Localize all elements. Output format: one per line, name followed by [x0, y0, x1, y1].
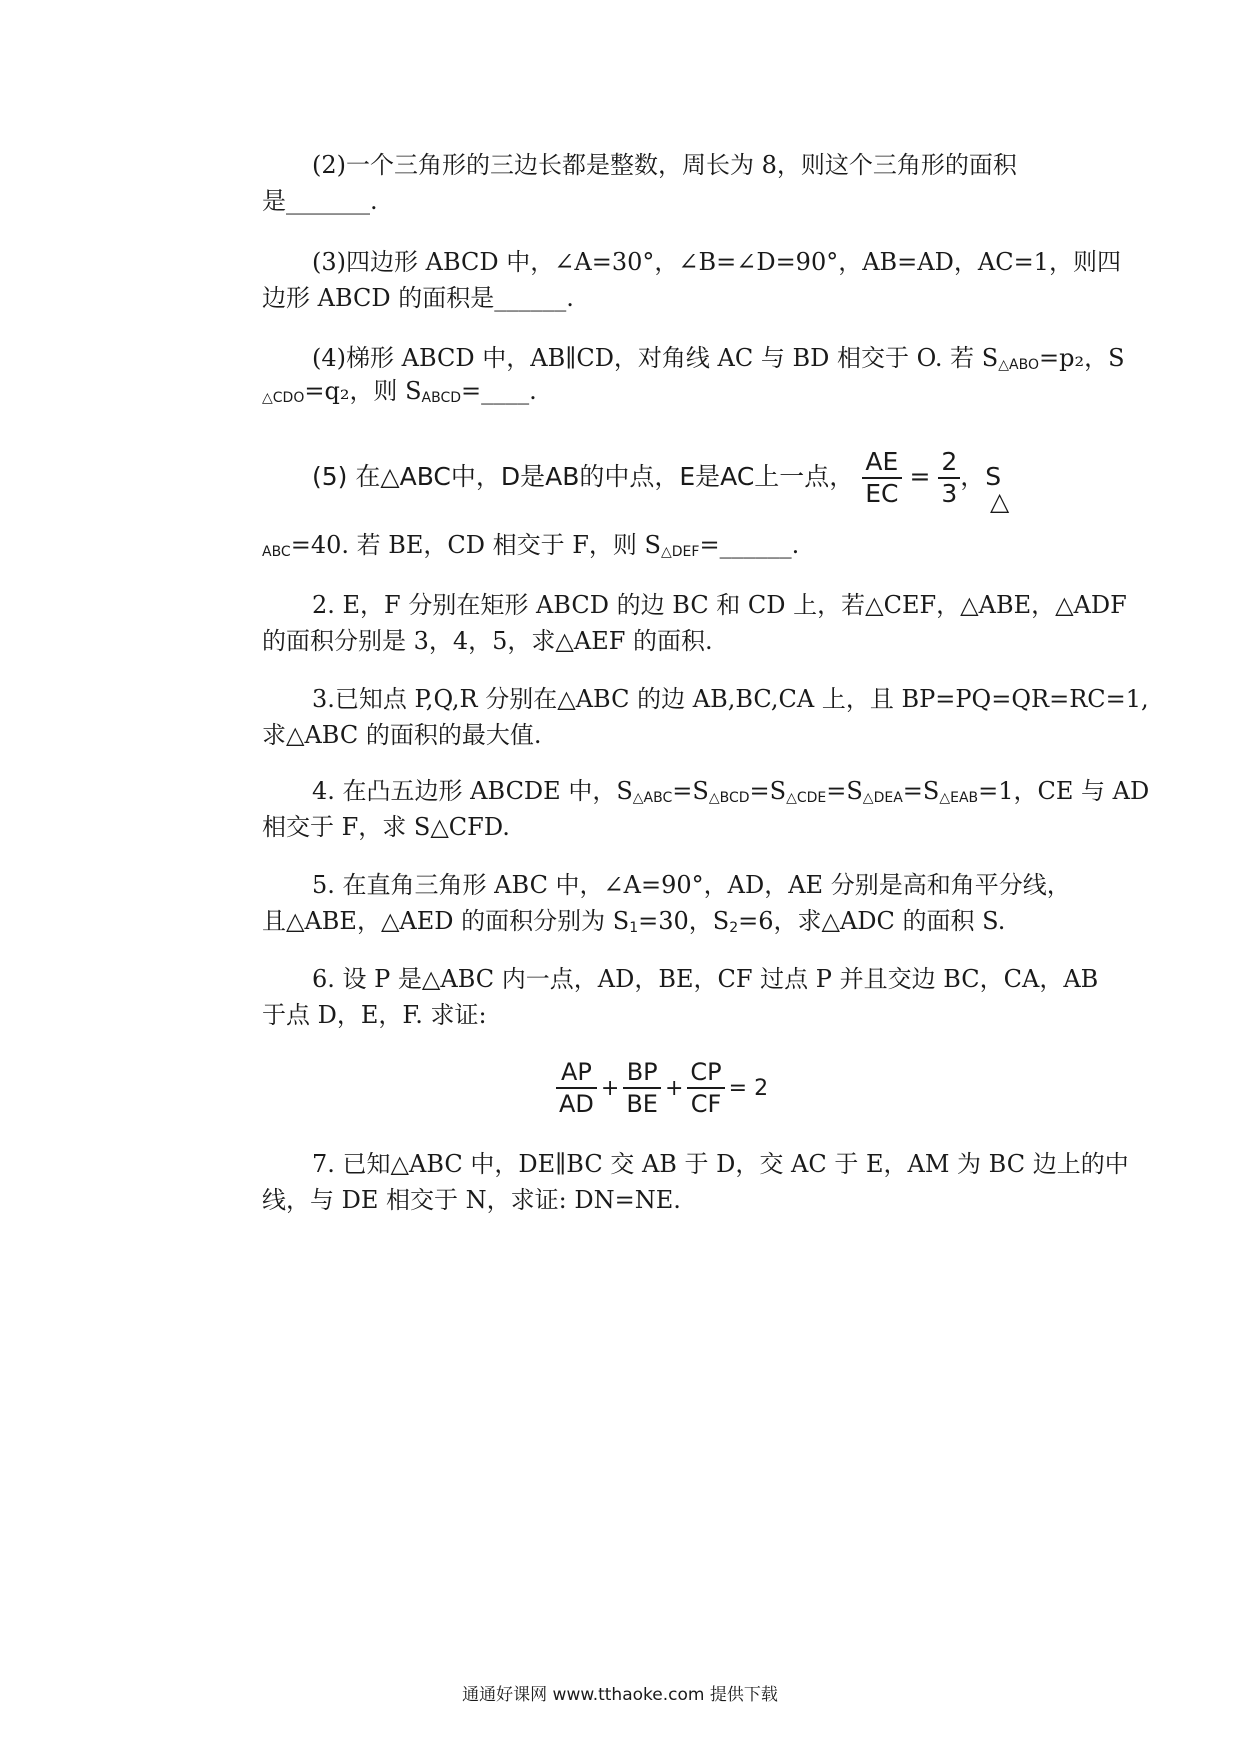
fraction-denominator: CF [690, 1090, 722, 1118]
problem-5-text-d: =______. [699, 531, 800, 559]
problem-5-line-1 [312, 447, 1001, 509]
question-7-line-1: 7. 已知△ABC 中，DE∥BC 交 AB 于 D，交 AC 于 E，AM 为 BC 边上的中 [312, 1150, 1129, 1178]
problem-3-line-2: 边形 ABCD 的面积是______. [262, 284, 574, 312]
problem-4-line-2 [262, 376, 537, 413]
question-4-text-b: =1，CE 与 AD [978, 777, 1150, 805]
problem-4-line-1 [312, 343, 1125, 380]
fraction-two-thirds [938, 447, 960, 509]
question-5-line-2 [262, 906, 1005, 943]
subscript: ABC [262, 544, 291, 560]
equals-s: =S [749, 777, 787, 805]
question-2-line-1: 2. E，F 分别在矩形 ABCD 的边 BC 和 CD 上，若△CEF，△ABE，△ADF [312, 591, 1127, 619]
equals-two: = 2 [728, 1075, 769, 1101]
fraction-numerator: AP [556, 1057, 597, 1089]
fraction-ae-ec [862, 447, 901, 509]
question-5-text-a: 且△ABE，△AED 的面积分别为 S [262, 907, 630, 935]
fraction-denominator: AD [559, 1090, 594, 1118]
subscript: △BCD [708, 790, 750, 806]
question-3-line-1: 3.已知点 P,Q,R 分别在△ABC 的边 AB,BC,CA 上，且 BP=PQ=QR=RC=1, [312, 685, 1149, 713]
subscript: △DEF [661, 544, 700, 560]
subscript: △CDO [262, 390, 305, 406]
question-3-line-2: 求△ABC 的面积的最大值. [262, 721, 542, 749]
subscript: △ABO [998, 357, 1039, 373]
problem-4-text-c: =q₂，则 S [304, 377, 422, 405]
question-6-line-1: 6. 设 P 是△ABC 内一点，AD，BE，CF 过点 P 并且交边 BC，CA，AB [312, 965, 1099, 993]
fraction-ap-ad [556, 1057, 597, 1119]
equals-s: =S [826, 777, 863, 805]
problem-4-text-a: (4)梯形 ABCD 中，AB∥CD，对角线 AC 与 BD 相交于 O. 若 S [312, 344, 999, 372]
fraction-numerator: CP [687, 1057, 724, 1089]
subscript: △ABC [632, 790, 673, 806]
plus-sign: + [600, 1075, 620, 1101]
problem-5-line-2 [262, 530, 799, 567]
equals-sign: = [909, 462, 931, 491]
fraction-bp-be [623, 1057, 661, 1119]
problem-5-text-b: ，S [960, 462, 1002, 491]
subscript: 2 [729, 920, 739, 936]
question-4-text-a: 4. 在凸五边形 ABCDE 中，S [312, 777, 633, 805]
fraction-numerator: 2 [938, 447, 960, 479]
question-4-line-1 [312, 776, 1149, 813]
question-5-line-1: 5. 在直角三角形 ABC 中，∠A=90°，AD，AE 分别是高和角平分线， [312, 871, 1071, 899]
question-5-text-b: =30，S [638, 907, 730, 935]
problem-4-text-d: =____. [461, 377, 537, 405]
subscript: △EAB [939, 790, 979, 806]
equation-ratio-sum [556, 1057, 772, 1119]
subscript: △DEA [862, 790, 903, 806]
problem-5-text-a: (5) 在△ABC中，D是AB的中点，E是AC上一点， [312, 462, 855, 491]
question-5-text-c: =6，求△ADC 的面积 S. [738, 907, 1006, 935]
fraction-denominator: EC [865, 479, 899, 508]
triangle-symbol: △ [990, 487, 1010, 516]
question-4-line-2: 相交于 F，求 S△CFD. [262, 813, 510, 841]
fraction-numerator: BP [623, 1057, 661, 1089]
problem-2-line-2: 是_______. [262, 187, 378, 215]
subscript: ABCD [421, 390, 462, 406]
question-6-line-2: 于点 D，E，F. 求证: [262, 1001, 487, 1029]
plus-sign: + [664, 1075, 684, 1101]
fraction-numerator: AE [862, 447, 901, 479]
problem-2-line-1: (2)一个三角形的三边长都是整数，周长为 8，则这个三角形的面积 [312, 151, 1017, 179]
subscript: 1 [629, 920, 639, 936]
footer-credit: 通通好课网 www.tthaoke.com 提供下载 [462, 1685, 778, 1705]
question-7-line-2: 线，与 DE 相交于 N，求证: DN=NE. [262, 1186, 681, 1214]
problem-5-text-c: =40. 若 BE，CD 相交于 F，则 S [290, 531, 661, 559]
problem-3-line-1: (3)四边形 ABCD 中，∠A=30°，∠B=∠D=90°，AB=AD，AC=1，则四 [312, 248, 1121, 276]
fraction-cp-cf [687, 1057, 724, 1119]
question-2-line-2: 的面积分别是 3，4，5，求△AEF 的面积. [262, 627, 713, 655]
subscript: △CDE [786, 790, 827, 806]
fraction-denominator: BE [626, 1090, 658, 1118]
equals-s: =S [902, 777, 940, 805]
fraction-denominator: 3 [941, 479, 958, 508]
equals-s: =S [672, 777, 709, 805]
problem-4-text-b: =p₂，S [1038, 344, 1125, 372]
